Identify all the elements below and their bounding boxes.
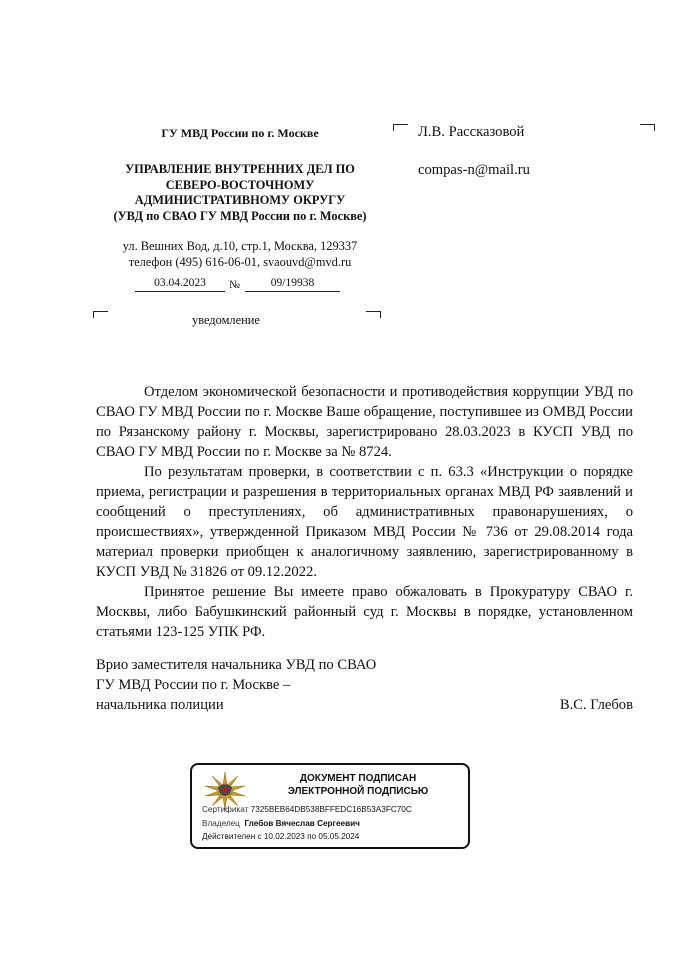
stamp-title <box>252 773 464 798</box>
signer-position-line: Врио заместителя начальника УВД по СВАО <box>96 657 377 673</box>
org-full-line: СЕВЕРО-ВОСТОЧНОМУ <box>165 177 315 192</box>
certificate-label: Сертификат <box>202 805 249 814</box>
signer-name: В.С. Глебов <box>559 697 633 713</box>
org-short-name: ГУ МВД России по г. Москве <box>161 126 319 140</box>
org-address: ул. Вешних Вод, д.10, стр.1, Москва, 129337 <box>122 239 358 253</box>
owner-label: Владелец <box>202 819 240 828</box>
corner-mark <box>366 311 381 318</box>
org-address-block <box>90 239 390 270</box>
corner-mark <box>393 124 408 131</box>
registration-date: 03.04.2023 <box>135 276 225 292</box>
recipient-email: compas-n@mail.ru <box>418 162 530 178</box>
stamp-title-line: ДОКУМЕНТ ПОДПИСАН <box>299 773 417 784</box>
org-full-line: (УВД по СВАО ГУ МВД России по г. Москве) <box>113 208 367 223</box>
letter-body <box>96 382 633 642</box>
body-paragraph: Принятое решение Вы имеете право обжаловать в Прокуратуру СВАО г. Москвы, либо Бабушкинский районный суд г. Москвы в порядке, установленном статьями 123-125 УПК РФ. <box>96 584 633 640</box>
body-paragraph: По результатам проверки, в соответствии с п. 63.3 «Инструкции о порядке приема, регистрации и разрешения в территориальных органах МВД РФ заявлений и сообщений о преступлениях, об административных правонарушениях, о происшествиях», утвержденной Приказом МВД России № 736 от 29.08.2014 года материал проверки приобщен к аналогичному заявлению, зарегистрированному в КУСП УВД № 31826 от 09.12.2022. <box>96 464 633 580</box>
document-type: уведомление <box>192 313 260 327</box>
owner-value: Глебов Вячеслав Сергеевич <box>244 819 360 828</box>
recipient-name: Л.В. Рассказовой <box>418 124 525 140</box>
signer-position-line: ГУ МВД России по г. Москве – <box>96 677 291 693</box>
certificate-value: 7325BEB64DB538BFFEDC16B53A3FC70C <box>250 805 412 814</box>
number-sign: № <box>229 279 240 291</box>
e-signature-stamp <box>190 763 470 849</box>
registration-row <box>135 276 340 294</box>
registration-number: 09/19938 <box>245 276 340 292</box>
owner-line <box>202 819 360 828</box>
corner-mark <box>93 311 108 318</box>
body-paragraph: Отделом экономической безопасности и противодействия коррупции УВД по СВАО ГУ МВД России по г. Москве Ваше обращение, поступившее из ОМВД России по Рязанскому району г. Москвы, зарегистрировано 28.03.2023 в КУСП УВД по СВАО ГУ МВД России по г. Москве за № 8724. <box>96 384 633 460</box>
signature-block <box>96 655 633 715</box>
validity-line: Действителен с 10.02.2023 по 05.05.2024 <box>202 832 360 841</box>
org-full-line: УПРАВЛЕНИЕ ВНУТРЕННИХ ДЕЛ ПО <box>125 162 355 176</box>
stamp-title-line: ЭЛЕКТРОННОЙ ПОДПИСЬЮ <box>287 785 429 797</box>
certificate-line <box>202 805 412 814</box>
signer-position-line: начальника полиции <box>96 697 224 713</box>
org-full-name <box>90 162 390 224</box>
org-full-line: АДМИНИСТРАТИВНОМУ ОКРУГУ <box>134 193 346 207</box>
org-contacts: телефон (495) 616-06-01, svaouvd@mvd.ru <box>128 254 352 269</box>
corner-mark <box>640 124 655 131</box>
